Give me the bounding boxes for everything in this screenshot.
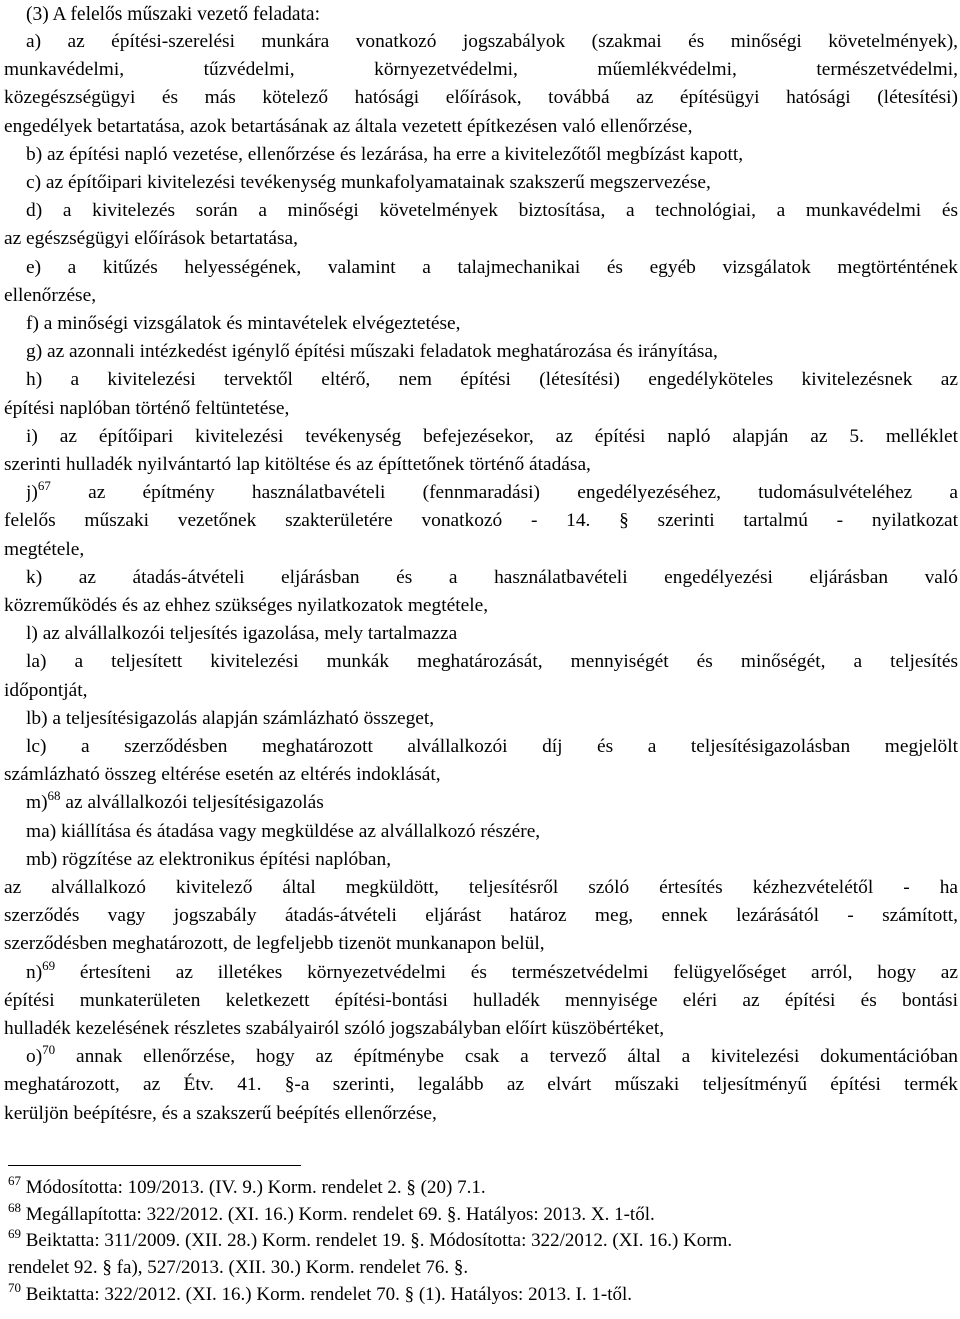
line-text: közreműködés és az ehhez szükséges nyilatkozatok megtétele, [4, 595, 489, 616]
text-line [26, 479, 958, 507]
footnote [8, 1279, 958, 1308]
text-line [4, 592, 958, 620]
footnote-text: rendelet 92. § fa), 527/2013. (XII. 30.) Korm. rendelet 76. §. [8, 1257, 469, 1279]
text-line [26, 197, 958, 225]
footnote-text: Megállapította: 322/2012. (XI. 16.) Korm. rendelet 69. §. Hatályos: 2013. X. 1-től. [21, 1203, 655, 1225]
line-text: hulladék kezelésének részletes szabályairól szóló jogszabályban előírt küszöbértéket, [4, 1018, 665, 1039]
text-line [4, 1015, 958, 1043]
line-text: építési munkaterületen keletkezett építési-bontási hulladék mennyisége eléri az építési és bontási [4, 989, 958, 1011]
footnote-number: 69 [8, 1226, 21, 1242]
line-text: számlázható összeg eltérése esetén az eltérés indoklását, [4, 764, 441, 786]
line-text: ellenőrzése, [4, 284, 97, 306]
footnote-text: Módosította: 109/2013. (IV. 9.) Korm. rendelet 2. § (20) 7.1. [21, 1177, 486, 1198]
item-marker: m) [26, 792, 48, 814]
line-text: kerüljön beépítésre, és a szakszerű beépítés ellenőrzése, [4, 1102, 437, 1124]
line-text: a) az építési-szerelési munkára vonatkozó jogszabályok (szakmai és minőségi követelmények), [26, 31, 958, 52]
line-text: építési naplóban történő feltüntetése, [4, 397, 290, 419]
text-line [26, 846, 958, 874]
text-line [4, 677, 958, 705]
text-line [4, 1100, 958, 1128]
text-line [26, 338, 958, 366]
line-text: h) a kivitelezési tervektől eltérő, nem építési (létesítési) engedélyköteles kivitelezésnek az [26, 369, 958, 391]
line-text: g) az azonnali intézkedést igénylő építési műszaki feladatok meghatározása és irányítása, [26, 341, 718, 363]
item-marker: n) [26, 961, 43, 983]
text-line [4, 451, 958, 479]
line-text: lc) a szerződésben meghatározott alvállalkozói díj és a teljesítésigazolásban megjelölt [26, 736, 958, 757]
text-line [4, 902, 958, 930]
footnote-reference: 70 [42, 1043, 56, 1058]
text-line [26, 705, 958, 733]
footnote-number: 67 [8, 1173, 21, 1188]
text-line [4, 761, 958, 789]
text-line [26, 733, 958, 761]
line-text: f) a minőségi vizsgálatok és mintavételek elvégeztetése, [26, 313, 461, 334]
item-marker: o) [26, 1046, 43, 1068]
text-line [26, 169, 958, 197]
footnote-number: 68 [8, 1199, 21, 1215]
text-line [4, 874, 958, 902]
text-line [26, 789, 958, 817]
line-text: lb) a teljesítésigazolás alapján számlázható összeget, [26, 707, 435, 729]
footnote [8, 1255, 958, 1281]
text-line [26, 254, 958, 282]
text-line [26, 959, 958, 987]
line-text: ma) kiállítása és átadása vagy megküldése az alvállalkozó részére, [26, 820, 541, 842]
text-line [26, 366, 958, 394]
line-text: d) a kivitelezés során a minőségi követelmények biztosítása, a technológiai, a munkavédelmi és [26, 200, 958, 222]
line-text: k) az átadás-átvételi eljárásban és a használatbavételi engedélyezési eljárásban való [26, 566, 958, 588]
line-text: szerződésben meghatározott, de legfeljebb tizenöt munkanapon belül, [4, 933, 545, 955]
text-line [4, 395, 958, 423]
line-text: e) a kitűzés helyességének, valamint a talajmechanikai és egyéb vizsgálatok megtörténtének [26, 256, 958, 278]
line-text: b) az építési napló vezetése, ellenőrzése és lezárása, ha erre a kivitelezőtől megbízást kapott, [26, 143, 744, 165]
footnote [8, 1228, 958, 1254]
text-line [4, 536, 958, 564]
section-heading: (3) A felelős műszaki vezető feladata: [26, 4, 321, 25]
footnote [8, 1199, 958, 1228]
line-text: időpontját, [4, 679, 88, 701]
line-text: az egészségügyi előírások betartatása, [4, 228, 298, 250]
text-line [26, 620, 958, 648]
line-text: annak ellenőrzése, hogy az építménybe csak a tervező által a kivitelezési dokumentációban [55, 1046, 958, 1068]
footnote-text: Beiktatta: 322/2012. (XI. 16.) Korm. rendelet 70. § (1). Hatályos: 2013. I. 1-től. [21, 1283, 633, 1305]
text-line [4, 930, 958, 958]
text-line [26, 818, 958, 846]
line-text: az alvállalkozói teljesítésigazolás [60, 792, 324, 814]
footnote-reference: 68 [47, 789, 61, 804]
text-line [26, 28, 958, 56]
line-text: c) az építőipari kivitelezési tevékenység munkafolyamatainak szakszerű megszervezése, [26, 172, 711, 193]
footnote [8, 1175, 958, 1201]
item-marker: j) [26, 482, 38, 504]
text-line [4, 113, 958, 141]
text-line [4, 282, 958, 310]
text-line [26, 648, 958, 676]
text-line [4, 225, 958, 253]
line-text: szerinti hulladék nyilvántartó lap kitöltése és az építtetőnek történő átadása, [4, 454, 591, 475]
line-text: engedélyek betartatása, azok betartásának az általa vezetett építkezésen való ellenőrzése, [4, 115, 693, 137]
footnote-reference: 67 [37, 479, 51, 494]
line-text: megtétele, [4, 538, 85, 560]
line-text: la) a teljesített kivitelezési munkák meghatározását, mennyiségét és minőségét, a teljesítés [26, 651, 958, 673]
text-line [4, 987, 958, 1015]
text-line [26, 141, 958, 169]
footnote-reference: 69 [42, 958, 56, 973]
line-text: szerződés vagy jogszabály átadás-átvételi eljárást határoz meg, ennek lezárásától - számított, [4, 905, 958, 927]
line-text: az építmény használatbavételi (fennmaradási) engedélyezéséhez, tudomásulvételéhez a [50, 482, 958, 504]
line-text: értesíteni az illetékes környezetvédelmi és természetvédelmi felügyelőséget arról, hogy az [55, 961, 958, 983]
line-text: felelős műszaki vezetőnek szakterületére vonatkozó - 14. § szerinti tartalmú - nyilatkozat [4, 510, 958, 532]
footnote-text: Beiktatta: 311/2009. (XII. 28.) Korm. rendelet 19. §. Módosította: 322/2012. (XI. 16.) Korm. [21, 1230, 733, 1252]
line-text: i) az építőipari kivitelezési tevékenység befejezésekor, az építési napló alapján az 5. melléklet [26, 425, 958, 447]
footnote-number: 70 [8, 1279, 21, 1295]
line-text: munkavédelmi, tűzvédelmi, környezetvédelmi, műemlékvédelmi, természetvédelmi, [4, 59, 958, 81]
text-line [26, 1043, 958, 1071]
text-line [4, 84, 958, 112]
line-text: mb) rögzítése az elektronikus építési naplóban, [26, 848, 392, 870]
line-text: az alvállalkozó kivitelező által megküldött, teljesítésről szóló értesítés kézhezvételétől - ha [4, 877, 958, 898]
line-text: meghatározott, az Étv. 41. §-a szerinti, legalább az elvárt műszaki teljesítményű építési termék [4, 1074, 958, 1096]
line-text: l) az alvállalkozói teljesítés igazolása, mely tartalmazza [26, 623, 458, 645]
text-line [4, 1071, 958, 1099]
text-line [4, 56, 958, 84]
text-line [26, 564, 958, 592]
text-line [4, 507, 958, 535]
text-line [26, 423, 958, 451]
text-line [26, 310, 958, 338]
footnote-separator [8, 1165, 301, 1166]
line-text: közegészségügyi és más kötelező hatósági előírások, továbbá az építésügyi hatósági (létesítési) [4, 87, 958, 109]
